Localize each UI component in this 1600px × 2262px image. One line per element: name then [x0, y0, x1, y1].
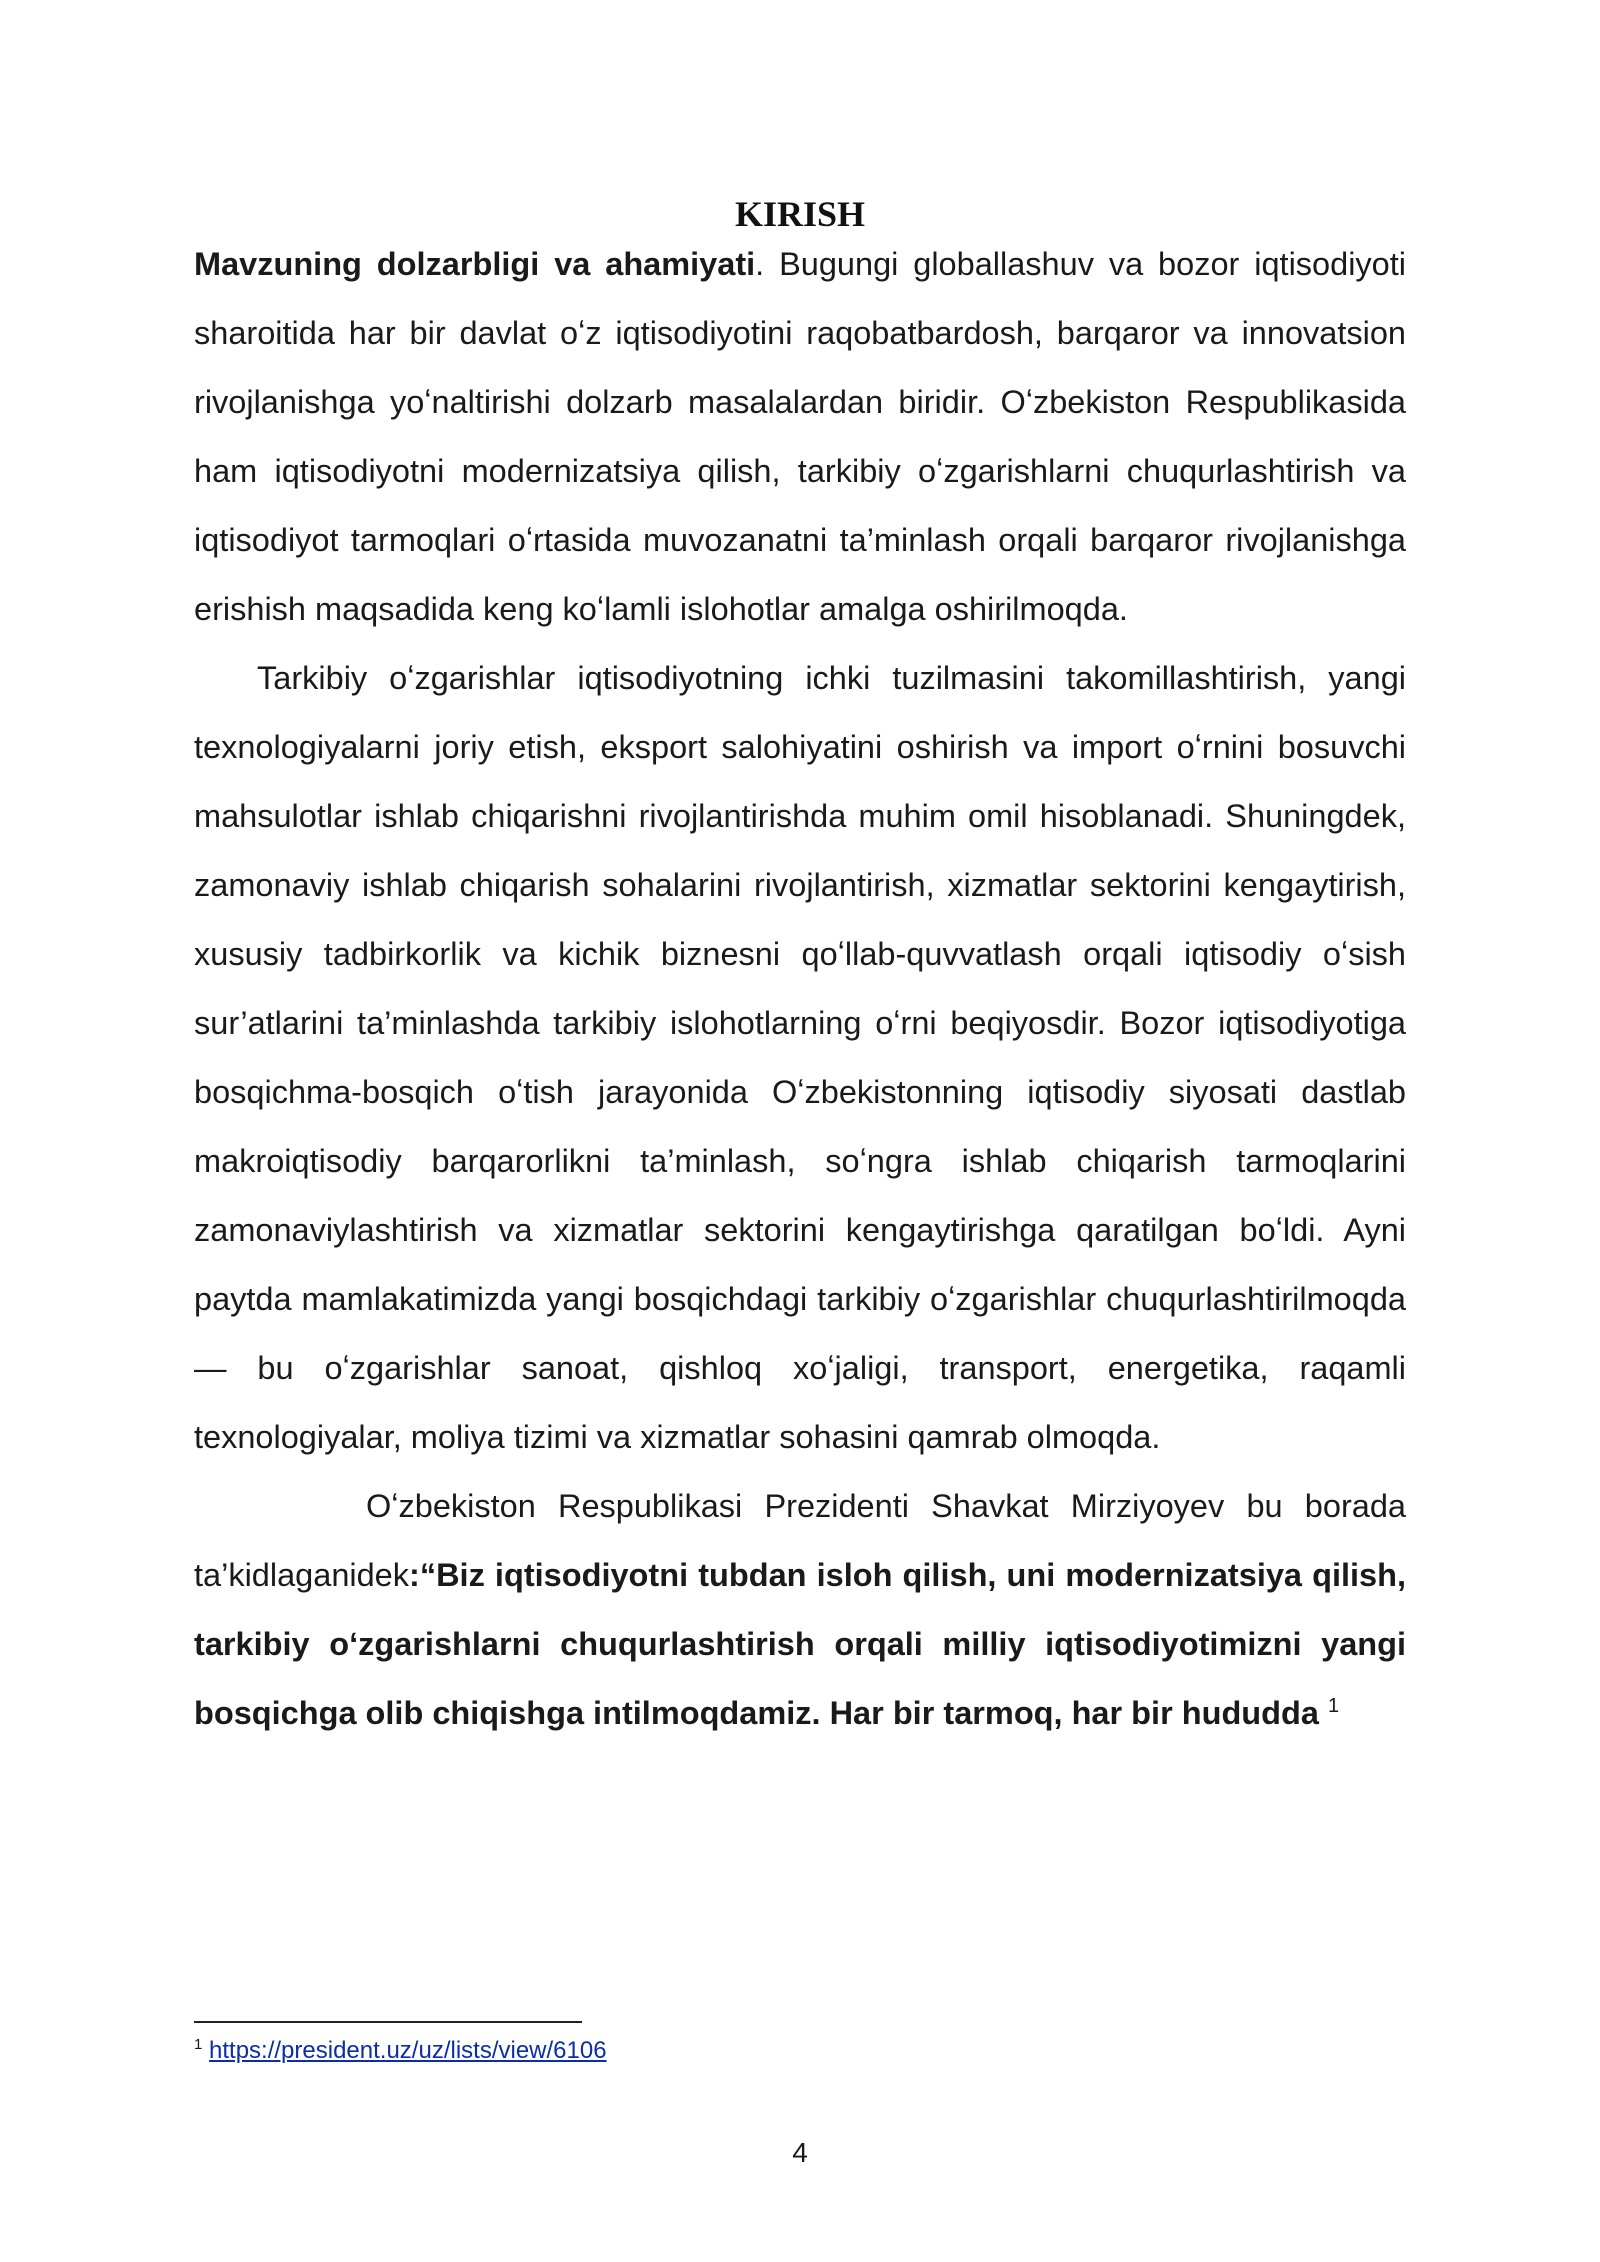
quote-intro: Oʻzbekiston Respublikasi Prezidenti Shavkat Mirziyoyev bu borada ta’kidlaganidek [194, 1488, 1406, 1593]
paragraph-president-quote [194, 1472, 1406, 1748]
footnote-link[interactable]: https://president.uz/uz/lists/view/6106 [209, 2037, 607, 2064]
section-title: KIRISH [734, 194, 866, 234]
footnote-separator [194, 2021, 582, 2023]
relevance-text: . Bugungi globallashuv va bozor iqtisodiyoti sharoitida har bir davlat oʻz iqtisodiyotini raqobatbardosh, barqaror va innovatsion rivojlanishga yoʻnaltirishi dolzarb masalalardan biridir. Oʻzbekiston Respublikasida ham iqtisodiyotni modernizatsiya qilish, tarkibiy oʻzgarishlarni chuqurlashtirish va iqtisodiyot tarmoqlari oʻrtasida muvozanatni ta’minlash orqali barqaror rivojlanishga erishish maqsadida keng koʻlamli islohotlar amalga oshirilmoqda. [194, 246, 1406, 627]
president-quote: :“Biz iqtisodiyotni tubdan isloh qilish, uni modernizatsiya qilish, tarkibiy oʻzgarishlarni chuqurlashtirish orqali milliy iqtisodiyotimizni yangi bosqichga olib chiqishga intilmoqdamiz. Har bir tarmoq, har bir hududda [194, 1557, 1406, 1731]
footnote-number: 1 [194, 2036, 203, 2053]
body-text [194, 230, 1406, 1748]
paragraph-structural-changes: Tarkibiy oʻzgarishlar iqtisodiyotning ichki tuzilmasini takomillashtirish, yangi texnologiyalarni joriy etish, eksport salohiyatini oshirish va import oʻrnini bosuvchi mahsulotlar ishlab chiqarishni rivojlantirishda muhim omil hisoblanadi. Shuningdek, zamonaviy ishlab chiqarish sohalarini rivojlantirish, xizmatlar sektorini kengaytirish, xususiy tadbirkorlik va kichik biznesni qoʻllab-quvvatlash orqali iqtisodiy oʻsish sur’atlarini ta’minlashda tarkibiy islohotlarning oʻrni beqiyosdir. Bozor iqtisodiyotiga bosqichma-bosqich oʻtish jarayonida Oʻzbekistonning iqtisodiy siyosati dastlab makroiqtisodiy barqarorlikni ta’minlash, soʻngra ishlab chiqarish tarmoqlarini zamonaviylashtirish va xizmatlar sektorini kengaytirishga qaratilgan boʻldi. Ayni paytda mamlakatimizda yangi bosqichdagi tarkibiy oʻzgarishlar chuqurlashtirilmoqda — bu oʻzgarishlar sanoat, qishloq xoʻjaligi, transport, energetika, raqamli texnologiyalar, moliya tizimi va xizmatlar sohasini qamrab olmoqda. [194, 660, 1406, 1455]
relevance-heading: Mavzuning dolzarbligi va ahamiyati [194, 246, 756, 282]
footnote [194, 2036, 607, 2066]
paragraph-relevance [194, 230, 1406, 644]
page-number: 4 [792, 2137, 808, 2168]
footnote-reference[interactable]: 1 [1327, 1695, 1340, 1718]
